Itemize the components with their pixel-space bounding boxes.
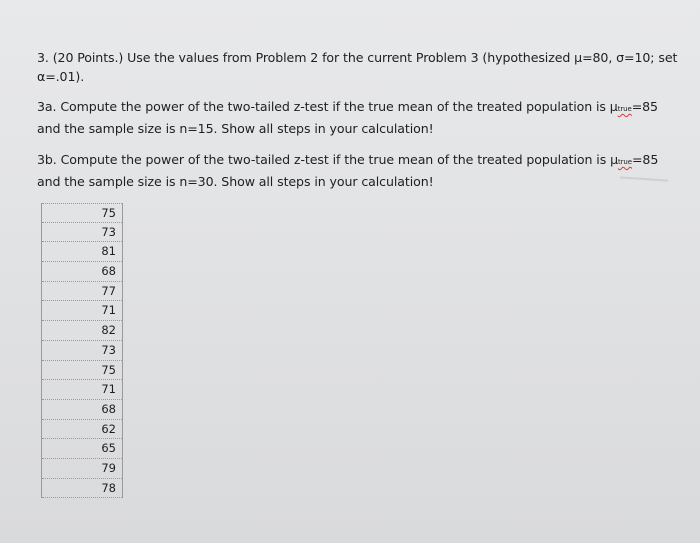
part-3b-line-2: and the sample size is n=30. Show all steps in your calculation! [37, 174, 434, 189]
table-cell: 65 [42, 439, 122, 459]
table-cell: 71 [42, 301, 122, 321]
part-3a-line-1-value: =85 [631, 99, 658, 114]
table-cell: 77 [42, 282, 122, 302]
part-3a-line-1 [37, 97, 658, 119]
table-cell: 71 [42, 380, 122, 400]
table-cell: 73 [42, 341, 122, 361]
table-cell: 73 [42, 223, 122, 243]
table-cell: 79 [42, 459, 122, 479]
part-3b-line-1-text: 3b. Compute the power of the two-tailed z-test if the true mean of the treated population is μ [37, 152, 618, 167]
table-cell: 75 [42, 203, 122, 223]
table-cell: 75 [42, 361, 122, 381]
data-values-table [41, 203, 123, 498]
table-cell: 68 [42, 400, 122, 420]
part-3a-statement [37, 97, 658, 138]
table-cell: 68 [42, 262, 122, 282]
part-3b-mu-subscript: true [618, 158, 632, 166]
problem-3-line-1: 3. (20 Points.) Use the values from Problem 2 for the current Problem 3 (hypothesized μ=80, σ=10; set [37, 50, 678, 65]
part-3a-mu-subscript: true [617, 105, 632, 113]
table-cell: 78 [42, 479, 122, 499]
problem-3-statement [37, 48, 677, 86]
problem-3-line-2: α=.01). [37, 69, 85, 84]
table-cell: 62 [42, 420, 122, 440]
table-cell: 81 [42, 242, 122, 262]
part-3a-line-1-text: 3a. Compute the power of the two-tailed z-test if the true mean of the treated population is μ [37, 99, 618, 114]
part-3b-line-1-value: =85 [631, 152, 659, 167]
table-cell: 82 [42, 321, 122, 341]
part-3a-line-2: and the sample size is n=15. Show all steps in your calculation! [37, 121, 434, 136]
part-3b-line-1 [37, 150, 658, 172]
part-3b-statement [37, 150, 658, 191]
